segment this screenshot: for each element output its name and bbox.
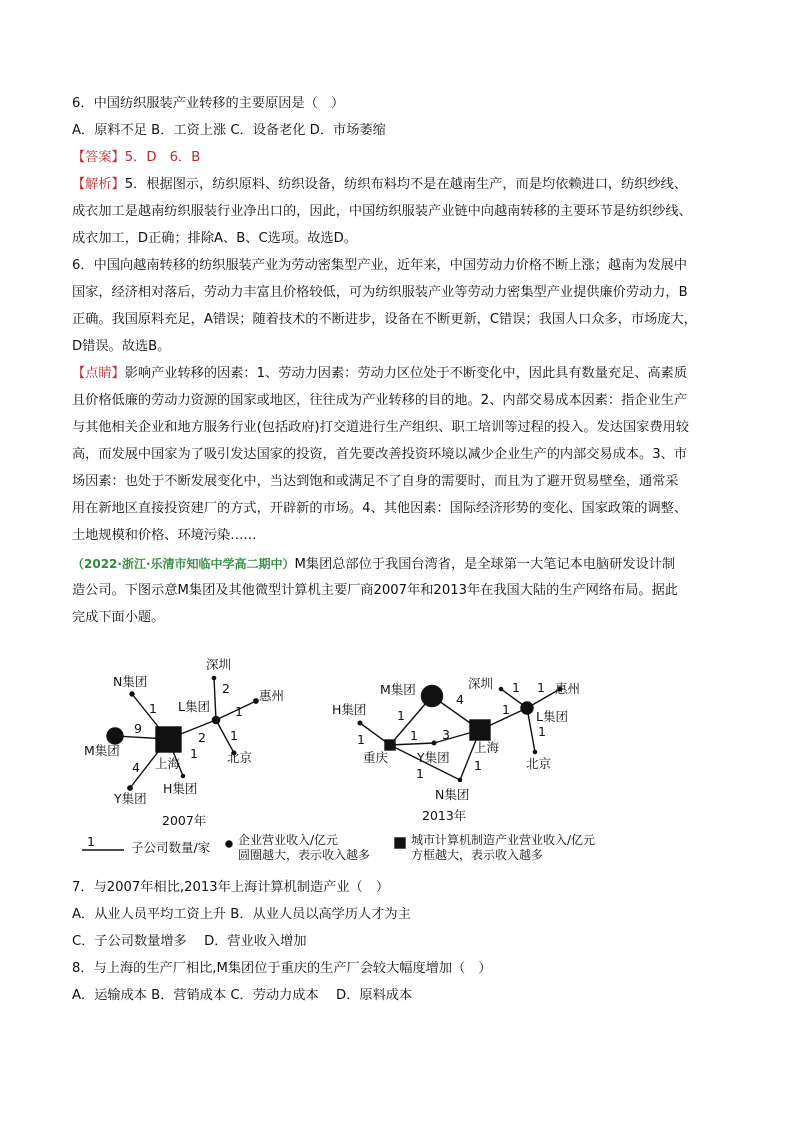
label-2007-n: N集团	[113, 674, 148, 689]
l-group-2013-circle	[521, 702, 533, 714]
label-2007-y: Y集团	[114, 791, 147, 806]
num-2007-shenzhen: 2	[222, 681, 230, 696]
label-2013-shanghai: 上海	[474, 740, 500, 755]
question-8-stem: 8．与上海的生产厂相比,M集团位于重庆的生产厂会较大幅度增加（ ）	[72, 961, 492, 976]
legend-line-number: 1	[87, 834, 95, 849]
label-2013-chongqing: 重庆	[363, 750, 389, 765]
num-2007-l: 2	[198, 730, 206, 745]
n-group-2007-circle	[130, 692, 134, 696]
analysis6-line-1: 6．中国向越南转移的纺织服装产业为劳动密集型产业，近年来，中国劳动力价格不断上涨；越南为发展中	[72, 258, 688, 273]
num-2013-cq-n: 1	[416, 766, 424, 781]
l-group-2007-circle	[212, 716, 219, 723]
label-2013-y: Y集团	[417, 750, 450, 765]
question-7-options-1: A．从业人员平均工资上升 B．从业人员以高学历人才为主	[72, 907, 411, 922]
intro-text: M集团总部位于我国台湾省，是全球第一大笔记本电脑研发设计制	[294, 557, 676, 572]
num-2007-y: 4	[132, 760, 140, 775]
num-2013-m-cq: 1	[397, 708, 405, 723]
label-2007-hub: 上海	[155, 756, 181, 771]
label-2007-l: L集团	[178, 699, 210, 714]
label-2013-h: H集团	[332, 702, 367, 717]
year-2013: 2013年	[422, 808, 467, 823]
y-group-2007-circle	[128, 786, 132, 790]
network-figure	[70, 648, 630, 868]
m-group-2007-circle	[107, 728, 123, 744]
label-2013-l: L集团	[536, 709, 568, 724]
num-2013-cq-y: 1	[410, 728, 418, 743]
question-6-stem: 6．中国纺织服装产业转移的主要原因是（ ）	[72, 96, 345, 111]
shenzhen-2013-dot	[499, 687, 502, 690]
comment-line-4: 高，而发展中国家为了吸引发达国家的投资，首先要改善投资环境以减少企业生产的内部交易成本。3、市	[72, 447, 688, 462]
num-2013-beijing: 1	[538, 724, 546, 739]
h-group-2013-circle	[358, 721, 362, 725]
num-2013-huizhou: 1	[537, 680, 545, 695]
m-group-2013-circle	[422, 686, 443, 707]
label-2007-huizhou: 惠州	[259, 688, 285, 703]
label-2007-beijing: 北京	[227, 750, 253, 765]
analysis6-line-3: 正确。我国原料充足，A错误；随着技术的不断进步，设备在不断更新，C错误；我国人口众多，市场庞大，	[72, 312, 697, 327]
comment-line-6: 用在新地区直接投资建厂的方式，开辟新的市场。4、其他因素：国际经济形势的变化、国家政策的调整、	[72, 501, 688, 516]
shanghai-2013-square	[470, 720, 490, 740]
answer-line	[72, 149, 732, 167]
intro-line-1	[72, 555, 732, 574]
n-group-2013-circle	[458, 778, 461, 781]
analysis-tag: 【解析】	[72, 177, 125, 192]
huizhou-2007-circle	[254, 699, 258, 703]
analysis-line-3: 成衣加工，D正确；排除A、B、C选项。故选D。	[72, 231, 357, 246]
legend-circle-text-2: 圆圈越大，表示收入越多	[238, 848, 371, 862]
label-2013-huizhou: 惠州	[555, 681, 581, 696]
legend-circle-text-1: 企业营业收入/亿元	[238, 833, 339, 847]
analysis-text: 5．根据图示，纺织原料、纺织设备，纺织布料均不是在越南生产，而是均依赖进口，纺织纱线、	[124, 177, 688, 192]
num-2007-h: 1	[190, 746, 198, 761]
year-2007: 2007年	[162, 813, 207, 828]
num-2013-n-sh: 1	[474, 758, 482, 773]
num-2013-m-sh: 4	[456, 692, 464, 707]
source-tag: （2022·浙江·乐清市知临中学高二期中）	[72, 557, 295, 571]
num-2007-huizhou: 1	[235, 704, 243, 719]
label-2007-h: H集团	[163, 781, 198, 796]
comment-line-1	[72, 365, 732, 383]
y-group-2013-circle	[432, 741, 436, 745]
comment-tag: 【点睛】	[72, 366, 125, 381]
analysis-line-1	[72, 176, 732, 194]
label-2007-shenzhen: 深圳	[206, 657, 232, 672]
label-2007-m: M集团	[84, 743, 120, 758]
beijing-2013-dot	[533, 750, 536, 753]
comment-line-5: 场因素：也处于不断发展变化中，当达到饱和或满足不了自身的需要时，而且为了避开贸易壁垒，通常采	[72, 474, 679, 489]
shanghai-2007-square	[156, 727, 181, 752]
legend-line-text: 子公司数量/家	[131, 840, 211, 855]
num-2007-n: 1	[149, 701, 157, 716]
label-2013-beijing: 北京	[526, 756, 552, 771]
num-2007-beijing: 1	[230, 728, 238, 743]
label-2013-shenzhen: 深圳	[468, 676, 494, 691]
comment-line-7: 土地规模和价格、环境污染……	[72, 528, 257, 543]
comment-text: 影响产业转移的因素：1、劳动力因素：劳动力区位处于不断变化中，因此具有数量充足、高素质	[124, 366, 688, 381]
answer-tag: 【答案】	[72, 150, 125, 165]
chongqing-2013-square	[385, 740, 395, 750]
num-2013-h: 1	[357, 732, 365, 747]
question-7-options-2: C．子公司数量增多 D．营业收入增加	[72, 934, 307, 949]
label-2013-m: M集团	[380, 682, 416, 697]
h-group-2007-circle	[181, 774, 184, 777]
analysis6-line-4: D错误。故选B。	[72, 339, 171, 354]
num-2007-m: 9	[134, 721, 142, 736]
question-8-options: A．运输成本 B．营销成本 C．劳动力成本 D．原料成本	[72, 988, 413, 1003]
num-2013-y: 3	[442, 727, 450, 742]
comment-line-2: 且价格低廉的劳动力资源的国家或地区，往往成为产业转移的目的地。2、内部交易成本因素：指企业生产	[72, 393, 688, 408]
shenzhen-2007-dot	[212, 676, 215, 679]
intro-line-2: 造公司。下图示意M集团及其他微型计算机主要厂商2007年和2013年在我国大陆的生产网络布局。据此	[72, 583, 678, 598]
analysis6-line-2: 国家，经济相对落后，劳动力丰富且价格较低，可为纺织服装产业等劳动力密集型产业提供廉价劳动力，B	[72, 285, 688, 300]
legend-square-text-2: 方框越大，表示收入越多	[411, 848, 544, 862]
comment-line-3: 与其他相关企业和地方服务行业(包括政府)打交道进行生产组织、职工培训等过程的投入。发达国家费用较	[72, 420, 689, 435]
num-2013-l: 1	[502, 702, 510, 717]
analysis-line-2: 成衣加工是越南纺织服装行业净出口的，因此，中国纺织服装产业链中向越南转移的主要环节是纺织纱线、	[72, 204, 692, 219]
answer-text: 5．D 6．B	[124, 150, 201, 165]
legend-circle-icon	[226, 841, 232, 847]
legend-square-text-1: 城市计算机制造产业营业收入/亿元	[411, 833, 596, 847]
question-7-stem: 7．与2007年相比,2013年上海计算机制造产业（ ）	[72, 880, 390, 895]
legend-square-icon	[395, 838, 405, 848]
intro-line-3: 完成下面小题。	[72, 610, 165, 625]
label-2013-n: N集团	[435, 787, 470, 802]
question-6-options: A．原料不足 B．工资上涨 C．设备老化 D．市场萎缩	[72, 123, 386, 138]
num-2013-shenzhen: 1	[512, 680, 520, 695]
